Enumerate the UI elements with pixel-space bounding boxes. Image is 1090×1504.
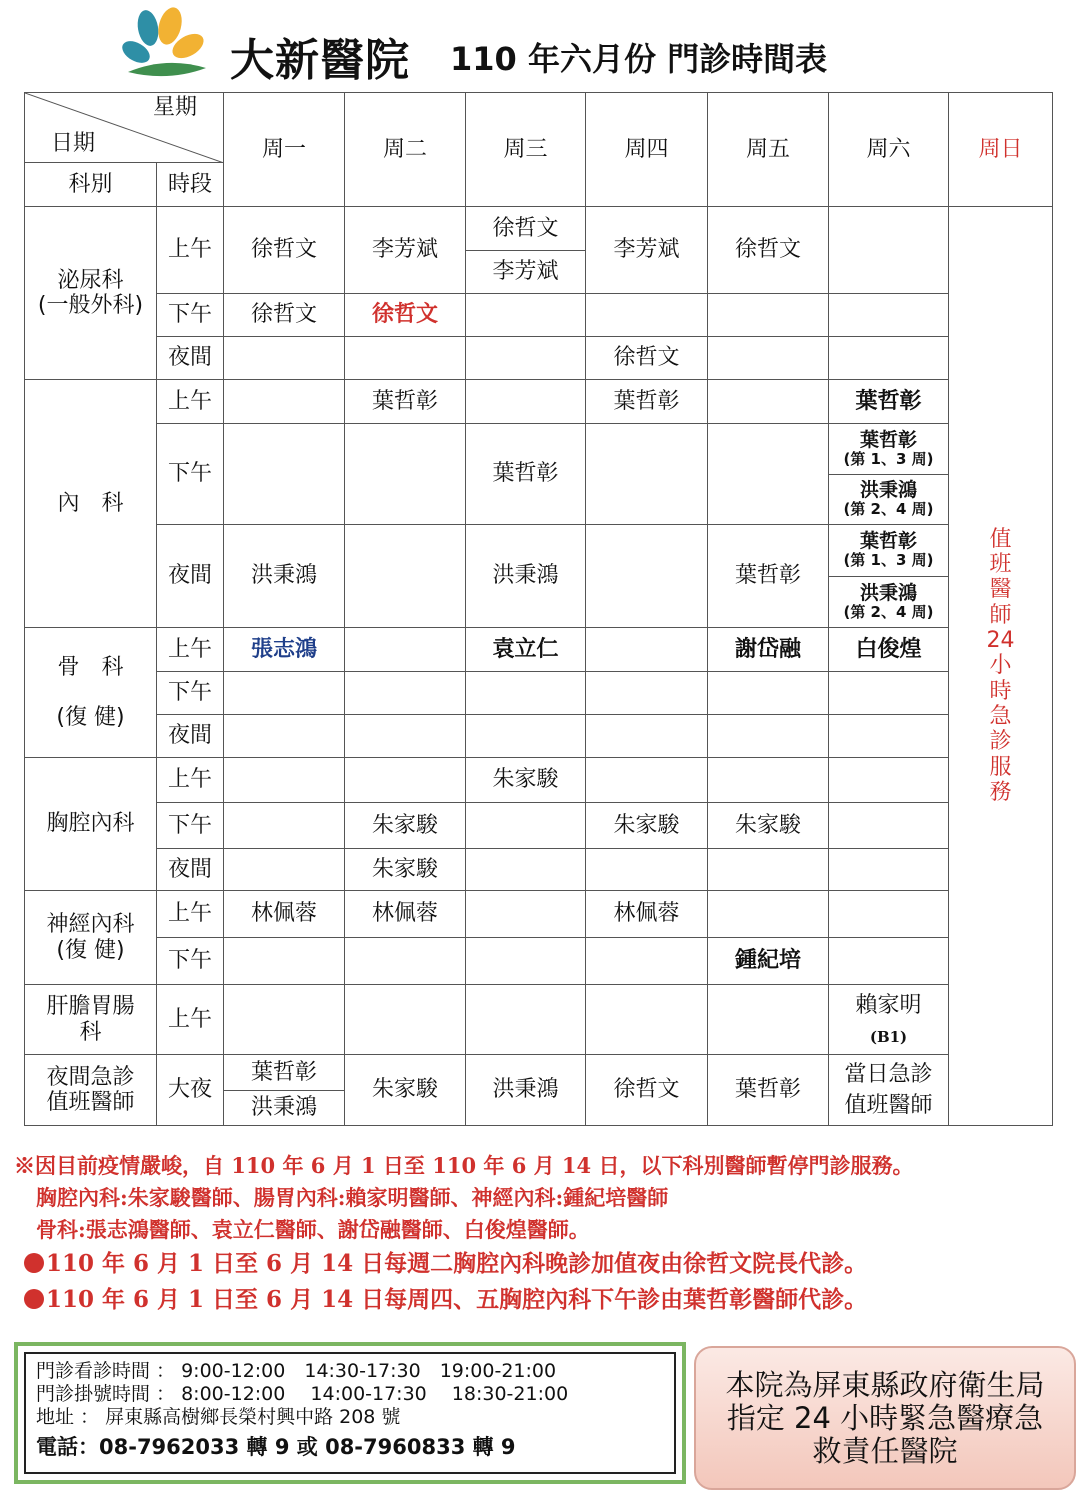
address: 地址 ： 屏東縣高樹鄉長榮村興中路 208 號 — [36, 1406, 401, 1428]
period-am: 上午 — [157, 628, 224, 672]
cell: 李芳斌 — [466, 250, 585, 293]
cell: 袁立仁 — [466, 628, 586, 672]
cell: 鍾紀培 — [708, 938, 829, 985]
designation-badge: 本院為屏東縣政府衛生局 指定 24 小時緊急醫療急 救責任醫院 — [694, 1346, 1076, 1490]
cell: 賴家明 (B1) — [829, 985, 949, 1055]
phone: 電話：08-7962033 轉 9 或 08-7960833 轉 9 — [36, 1435, 516, 1459]
cell: 徐哲文 — [708, 207, 829, 294]
cell: 洪秉鴻 — [466, 525, 586, 628]
cell: 徐哲文 — [586, 1055, 708, 1126]
cell-split: 葉哲彰 (第 1、3 周) 洪秉鴻 (第 2、4 周) — [829, 424, 949, 525]
cell: 李芳斌 — [345, 207, 466, 294]
notice-line: ※因目前疫情嚴峻，自 110 年 6 月 1 日至 110 年 6 月 14 日，以下科別醫師暫停門診服務。 — [14, 1153, 914, 1178]
corner-dept: 科別 — [25, 163, 157, 207]
cell: 洪秉鴻 — [466, 1055, 586, 1126]
day-sat: 周六 — [829, 93, 949, 207]
cell: 洪秉鴻 — [224, 525, 345, 628]
cell: 葉哲彰 — [708, 525, 829, 628]
corner-period: 時段 — [157, 163, 224, 207]
period-pm: 下午 — [157, 803, 224, 849]
day-tue: 周二 — [345, 93, 466, 207]
day-thu: 周四 — [586, 93, 708, 207]
period-pm: 下午 — [157, 424, 224, 525]
notice-line: 110 年 6 月 1 日至 6 月 14 日每週二胸腔內科晚診加值夜由徐哲文院長代診。 — [14, 1246, 1074, 1282]
period-am: 上午 — [157, 207, 224, 294]
cell: 朱家駿 — [466, 758, 586, 803]
cell: 謝岱融 — [708, 628, 829, 672]
cell: 徐哲文 — [224, 207, 345, 294]
cell: 張志鴻 — [224, 628, 345, 672]
hospital-logo-icon — [118, 6, 214, 86]
period-pm: 下午 — [157, 294, 224, 337]
dept-urology: 泌尿科 (一般外科) — [25, 207, 157, 380]
cell: 葉哲彰 — [708, 1055, 829, 1126]
cell: 徐哲文 — [586, 337, 708, 380]
dept-chest: 胸腔內科 — [25, 758, 157, 891]
dept-night-er: 夜間急診 值班醫師 — [25, 1055, 157, 1126]
cell: 朱家駿 — [345, 803, 466, 849]
corner-header — [25, 93, 224, 163]
cell: 葉哲彰 — [829, 380, 949, 424]
cell: 林佩蓉 — [586, 891, 708, 938]
dept-internal: 內 科 — [25, 380, 157, 628]
schedule-title: 110 年六月份 門診時間表 — [450, 40, 828, 78]
period-am: 上午 — [157, 891, 224, 938]
period-late: 大夜 — [157, 1055, 224, 1126]
dept-gi: 肝膽胃腸 科 — [25, 985, 157, 1055]
hospital-name: 大新醫院 — [230, 35, 410, 86]
sunday-emergency-note: 值 班 醫 師 24 小 時 急 診 服 務 — [949, 207, 1053, 1126]
cell: 朱家駿 — [708, 803, 829, 849]
period-night: 夜間 — [157, 525, 224, 628]
cell: 當日急診 值班醫師 — [829, 1055, 949, 1126]
day-sun: 周日 — [949, 93, 1053, 207]
cell-split — [466, 207, 586, 294]
cell: 朱家駿 — [345, 1055, 466, 1126]
bullet-dot-icon — [24, 1253, 44, 1273]
cell: 林佩蓉 — [224, 891, 345, 938]
day-mon: 周一 — [224, 93, 345, 207]
cell: 葉哲彰 — [466, 424, 586, 525]
day-wed: 周三 — [466, 93, 586, 207]
notice-line: 骨科:張志鴻醫師、袁立仁醫師、謝岱融醫師、白俊煌醫師。 — [36, 1217, 590, 1242]
notice-line: 110 年 6 月 1 日至 6 月 14 日每周四、五胸腔內科下午診由葉哲彰醫師代診。 — [14, 1282, 1074, 1318]
cell: 葉哲彰 — [586, 380, 708, 424]
period-pm: 下午 — [157, 672, 224, 715]
corner-date: 日期 — [51, 131, 96, 156]
period-am: 上午 — [157, 758, 224, 803]
period-night: 夜間 — [157, 337, 224, 380]
clinic-hours: 門診看診時間 ： 9:00-12:00 14:30-17:30 19:00-21:00 — [36, 1360, 557, 1382]
dept-ortho: 骨 科 (復 健) — [25, 628, 157, 758]
notice-section — [14, 1150, 1074, 1318]
cell: 葉哲彰 — [345, 380, 466, 424]
cell — [829, 207, 949, 294]
cell: 白俊煌 — [829, 628, 949, 672]
period-am: 上午 — [157, 380, 224, 424]
cell: 徐哲文 — [492, 215, 559, 241]
cell: 李芳斌 — [586, 207, 708, 294]
period-night: 夜間 — [157, 849, 224, 891]
period-night: 夜間 — [157, 715, 224, 758]
schedule-table — [24, 92, 1053, 1126]
cell: 朱家駿 — [345, 849, 466, 891]
contact-info-box — [14, 1342, 686, 1484]
period-pm: 下午 — [157, 938, 224, 985]
period-am: 上午 — [157, 985, 224, 1055]
cell-split: 葉哲彰 洪秉鴻 — [224, 1055, 345, 1126]
bullet-dot-icon — [24, 1289, 44, 1309]
corner-week: 星期 — [152, 95, 197, 120]
cell: 徐哲文 — [224, 294, 345, 337]
day-fri: 周五 — [708, 93, 829, 207]
registration-hours: 門診掛號時間 ： 8:00-12:00 14:00-17:30 18:30-21:00 — [36, 1383, 569, 1405]
dept-neuro: 神經內科 (復 健) — [25, 891, 157, 985]
cell-split: 葉哲彰 (第 1、3 周) 洪秉鴻 (第 2、4 周) — [829, 525, 949, 628]
cell: 林佩蓉 — [345, 891, 466, 938]
cell: 朱家駿 — [586, 803, 708, 849]
notice-line: 胸腔內科:朱家駿醫師、腸胃內科:賴家明醫師、神經內科:鍾紀培醫師 — [36, 1185, 669, 1210]
cell: 徐哲文 — [345, 294, 466, 337]
